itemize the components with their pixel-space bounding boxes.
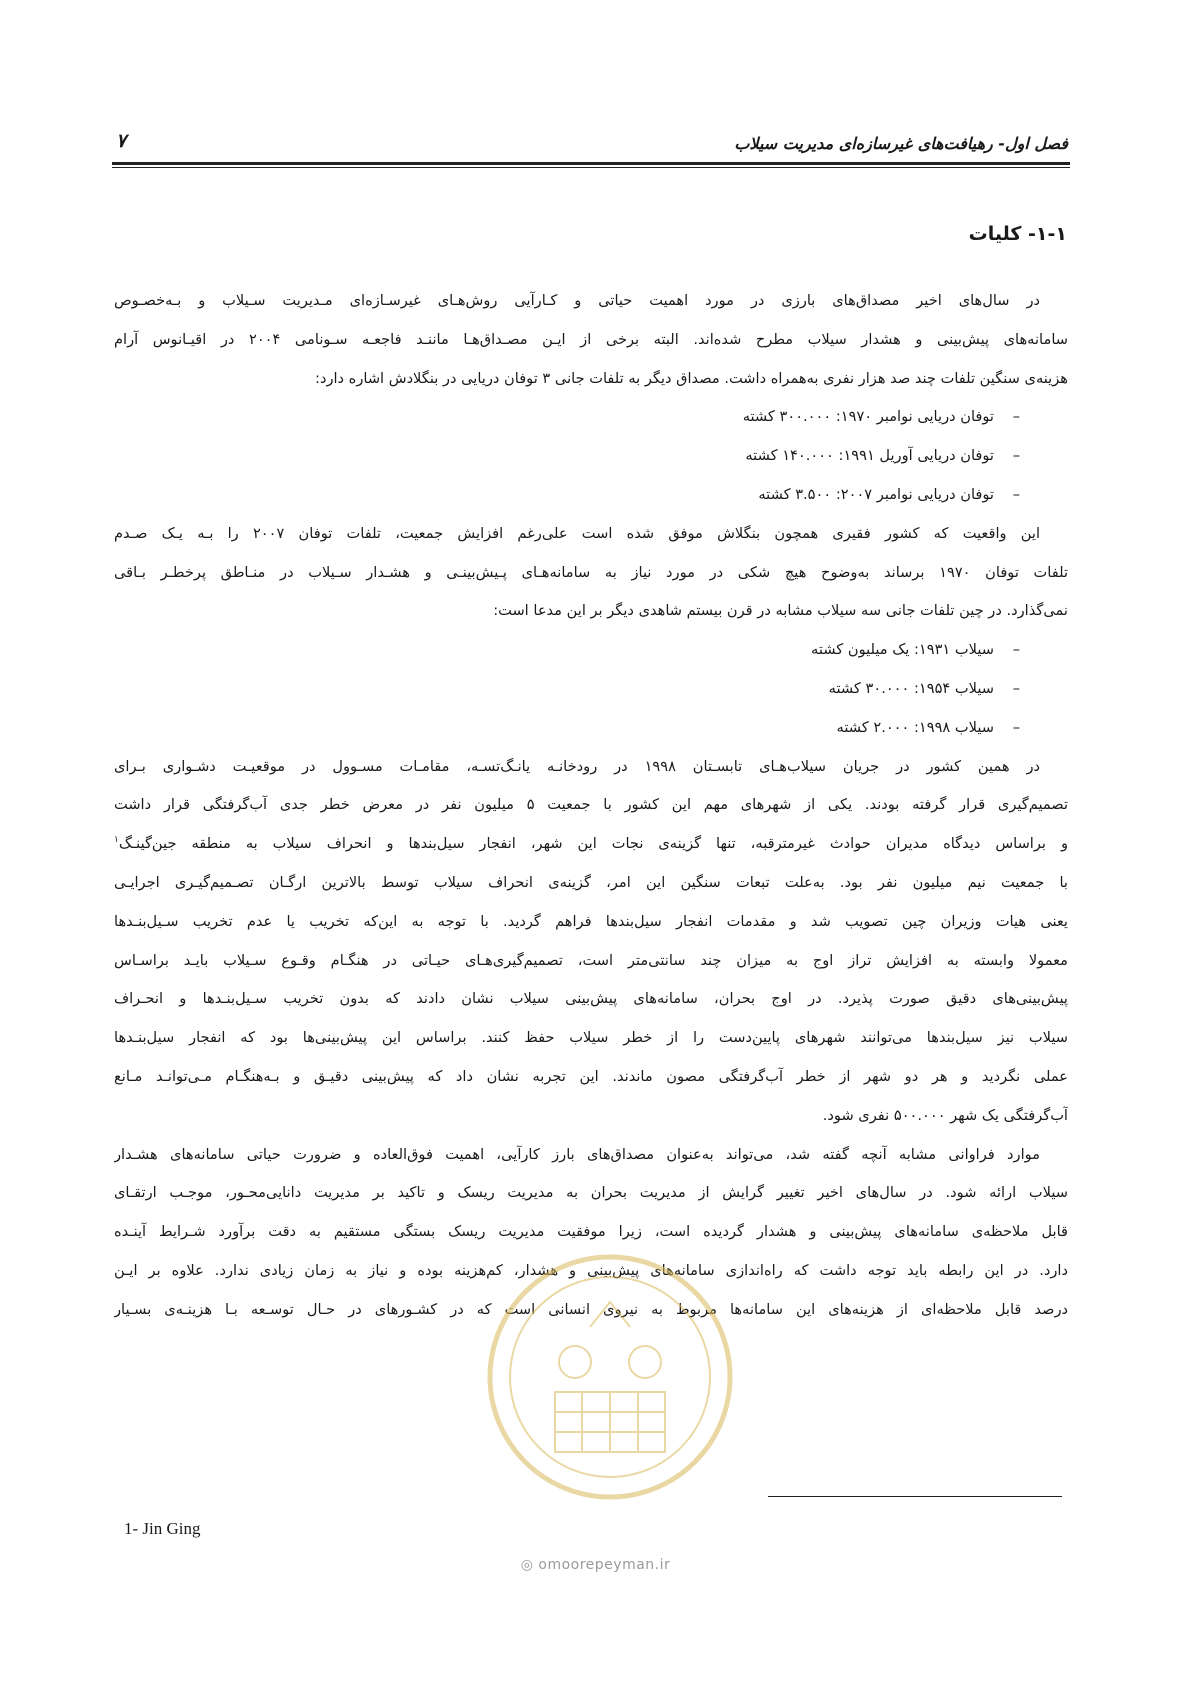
paragraph-line: هزینه‌ی سنگین تلفات چند صد هزار نفری به‌همراه داشت. مصداق دیگر به تلفات جانی ۳ توفان دریایی در بنگلادش اشاره دارد: [315,369,1068,387]
list-item: –سیلاب ۱۹۵۴: ۳۰.۰۰۰ کشته [828,679,1020,697]
watermark-url: ◎ omoorepeyman.ir [520,1557,671,1573]
paragraph-line: یعنی هیات وزیران چین تصویب شد و مقدمات انفجار سیل‌بندها فراهم گردید. با توجه به این‌که تخریب یا عدم تخریب سـیل‌بنـدها [114,912,1068,930]
paragraph-line: با جمعیت نیم میلیون نفر بود. به‌علت تبعات سنگین این امر، گزینه‌ی انحراف سیلاب توسط بالاترین ارگـان تصـمیم‌گیـری اجرایـی [114,873,1068,891]
paragraph-line: سیلاب ارائه شود. در سال‌های اخیر تغییر گرایش از مدیریت بحران به مدیریت ریسک و تاکید بر مدیریت دانایی‌محـور، موجـب ارتقـای [114,1184,1068,1202]
paragraph-line: قابل ملاحظه‌ی سامانه‌های پیش‌بینی و هشدار گردیده است، زیرا موفقیت مدیریت ریسک بستگی مستقیم به دقت برآورد شـرایط آینـده [114,1223,1068,1241]
page-number: ۷ [116,130,127,152]
paragraph-line: دارد. در این رابطه باید توجه داشت که راه‌اندازی سامانه‌های پیش‌بینی و هشدار، کم‌هزینه بوده و نیاز به زمان زیادی ندارد. علاوه بر ایـن [114,1261,1068,1279]
list-item: –توفان دریایی نوامبر ۲۰۰۷: ۳.۵۰۰ کشته [758,485,1020,503]
paragraph-line: در همین کشور در جریان سیلاب‌هـای تابسـتان ۱۹۹۸ در رودخانـه یانـگ‌تسـه، مقامـات مسـوول در موقعیـت دشـواری بـرای [114,757,1041,775]
paragraph-line: سیلاب نیز سیل‌بندها می‌توانند شهرهای پایین‌دست را از خطر سیلاب حفظ کنند. براساس این پیش‌بینی‌ها بود که انفجار سیل‌بنـدها [114,1029,1068,1047]
watermark-seal-icon [460,1232,760,1522]
header-rule-thin [112,167,1070,168]
list-item: –سیلاب ۱۹۹۸: ۲.۰۰۰ کشته [836,718,1020,736]
paragraph-line: تصمیم‌گیری قرار گرفته بودند. یکی از شهرهای مهم این کشور با جمعیت ۵ میلیون نفر در معرض خطر جدی آب‌گرفتگی قرار داشت [114,796,1068,814]
page-header [116,130,1068,160]
paragraph-line: در سال‌های اخیر مصداق‌های بارزی در مورد اهمیت حیاتی و کـارآیی روش‌هـای غیرسـازه‌ای مـدیریت سـیلاب و بـه‌خصـوص [114,292,1040,309]
section-heading: ۱-۱- کلیات [968,223,1067,245]
paragraph-line: و براساس دیدگاه مدیران حوادث غیرمترقبه، تنها گزینه‌ی نجات این شهر، انفجار سیل‌بندها و انحراف سیلاب به منطقه جین‌گینـگ$^۱$ [114,835,1068,853]
paragraph-line: تلفات توفان ۱۹۷۰ برساند به‌وضوح هیچ شکی در مورد نیاز به سامانه‌هـای پـیش‌بینـی و هشـدار سـیلاب در منـاطق پرخطـر بـاقی [114,563,1068,581]
paragraph-line: این واقعیت که کشور فقیری همچون بنگلاش موفق شده است علی‌رغم افزایش جمعیت، تلفات توفان ۲۰۰۷ را بـه یـک صـدم [114,524,1040,542]
paragraph-line: معمولا وابسته به افزایش تراز اوج به میزان چند سانتی‌متر است، تصمیم‌گیری‌هـای حیـاتی در هنگـام وقـوع سـیلاب بایـد براسـاس [114,951,1068,969]
paragraph-line: پیش‌بینی‌های دقیق صورت پذیرد. در اوج بحران، سامانه‌های پیش‌بینی سیلاب نشان دادند که بدون تخریب سـیل‌بنـدها و انحـراف [114,990,1068,1008]
paragraph-line: موارد فراوانی مشابه آنچه گفته شد، می‌تواند به‌عنوان مصداق‌های بارز کارآیی، اهمیت فوق‌العاده و ضرورت حیاتی سامانه‌های هشـدار [114,1145,1040,1163]
paragraph-line: عملی نگردید و هر دو شهر از خطر آب‌گرفتگی مصون ماندند. این تجربه نشان داد که پیش‌بینی دقیـق و بـه‌هنگـام مـی‌توانـد مـانع [114,1067,1068,1085]
list-item: –توفان دریایی آوریل ۱۹۹۱: ۱۴۰.۰۰۰ کشته [745,447,1020,465]
footnote-ref: ۱ [114,835,119,846]
footnote: 1- Jin Ging [124,1519,201,1538]
header-rule [112,162,1070,165]
list-item: –سیلاب ۱۹۳۱: یک میلیون کشته [811,641,1020,659]
footnote-rule [768,1496,1062,1497]
paragraph-line: نمی‌گذارد. در چین تلفات جانی سه سیلاب مشابه در قرن بیستم شاهدی دیگر بر این مدعا است: [493,602,1068,620]
paragraph-line: سامانه‌های پیش‌بینی و هشدار سیلاب مطرح شده‌اند. البته برخی از ایـن مصـداق‌هـا ماننـد فاجعـه سـونامی ۲۰۰۴ در اقیـانوس آرام [114,330,1068,348]
paragraph-line: آب‌گرفتگی یک شهر ۵۰۰.۰۰۰ نفری شود. [822,1106,1068,1124]
paragraph-line: درصد قابل ملاحظه‌ای از هزینه‌های این سامانه‌ها مربوط به نیروی انسانی است که در کشـورهای در حـال توسـعه بـا هزینـه‌ی بسـیار [114,1300,1068,1318]
chapter-title: فصل اول- رهیافت‌های غیرسازه‌ای مدیریت سیلاب [734,134,1068,153]
list-item: –توفان دریایی نوامبر ۱۹۷۰: ۳۰۰.۰۰۰ کشته [742,408,1020,426]
body-text [114,282,1068,1330]
